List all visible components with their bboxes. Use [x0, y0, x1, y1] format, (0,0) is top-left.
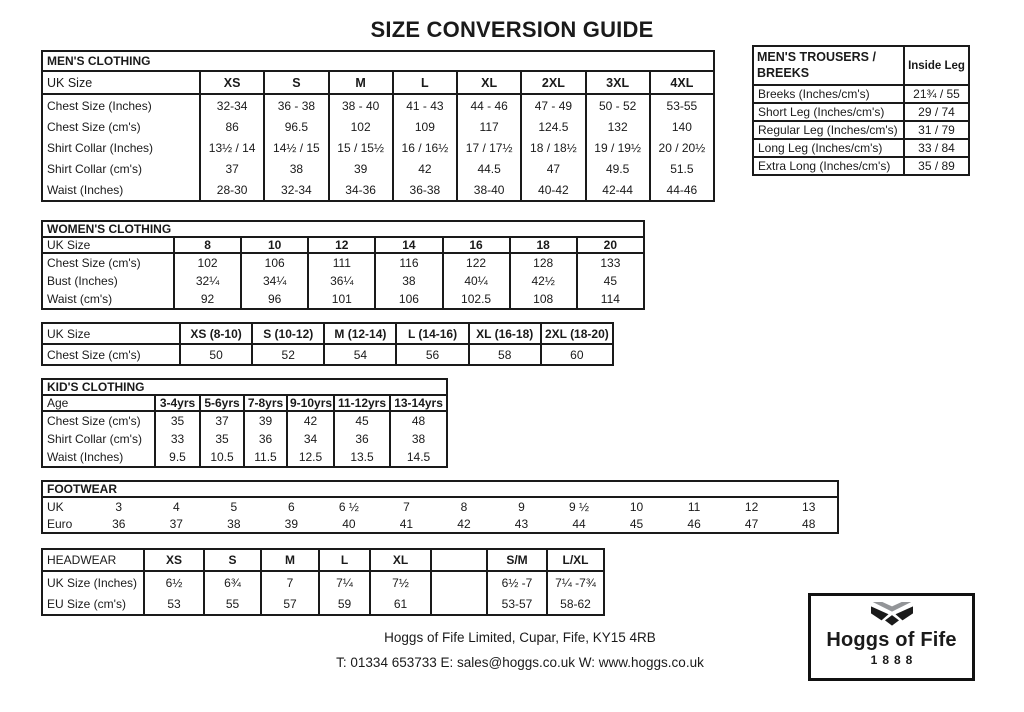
cell: 124.5	[521, 116, 585, 137]
cell: 117	[457, 116, 521, 137]
cell: 41 - 43	[393, 94, 457, 116]
cell: 2XL (18-20)	[541, 323, 613, 344]
cell: 122	[443, 253, 510, 272]
cell: 9 ½	[569, 499, 590, 514]
cell: 17 / 17½	[457, 137, 521, 158]
row-label: UK Size (Inches)	[47, 575, 138, 590]
cell: 14½ / 15	[264, 137, 328, 158]
cell: 56	[396, 344, 468, 365]
cell: 102	[174, 253, 241, 272]
cell: 116	[375, 253, 442, 272]
cell: 9-10yrs	[287, 395, 334, 411]
table-header-row	[42, 323, 613, 344]
cell: 32-34	[264, 179, 328, 201]
row-label: HEADWEAR	[42, 549, 144, 571]
table-title-row	[42, 221, 644, 237]
row-label: Chest Size (cm's)	[47, 347, 141, 362]
cell: 8	[174, 237, 241, 253]
cell: 13½ / 14	[200, 137, 264, 158]
cell: 9	[518, 499, 525, 514]
row-label: UK Size	[42, 237, 174, 253]
cell: XL	[370, 549, 431, 571]
cell: 7¼	[319, 571, 370, 593]
row-label: Breeks (Inches/cm's)	[753, 85, 904, 103]
cell: 7¼ -7¾	[547, 571, 604, 593]
cell: 28-30	[200, 179, 264, 201]
cell: XS (8-10)	[180, 323, 252, 344]
table-title: KID'S CLOTHING	[42, 379, 447, 395]
womens-letter-sizes-table	[41, 322, 614, 366]
table-row	[42, 515, 838, 533]
cell: 3	[115, 499, 123, 514]
cell: 2XL	[521, 71, 585, 94]
row-label: EU Size (cm's)	[47, 596, 126, 611]
cell: 8	[460, 499, 468, 514]
row-label: Age	[42, 395, 155, 411]
cell: 92	[174, 290, 241, 309]
cell: 9.5	[155, 448, 200, 467]
table-row	[42, 272, 644, 290]
cell: 19 / 19½	[586, 137, 650, 158]
cell: 37	[200, 158, 264, 179]
cell: 132	[586, 116, 650, 137]
cell: 32¼	[174, 272, 241, 290]
row-label: Euro	[47, 516, 73, 531]
table-row	[42, 448, 447, 467]
cell: 42-44	[586, 179, 650, 201]
footer	[140, 630, 900, 670]
cell: 7½	[370, 571, 431, 593]
table-row	[753, 157, 969, 175]
cell: 58-62	[547, 593, 604, 615]
cell: 42	[457, 516, 471, 531]
cell: 6	[288, 499, 295, 514]
table-row	[753, 103, 969, 121]
cell: 40	[342, 516, 356, 531]
cell: 36	[334, 430, 390, 448]
cell	[431, 593, 487, 615]
row-label: Shirt Collar (cm's)	[47, 432, 142, 446]
page-title: SIZE CONVERSION GUIDE	[370, 17, 654, 42]
cell: M (12-14)	[324, 323, 396, 344]
cell: 6 ½	[338, 499, 359, 514]
cell: 18	[510, 237, 577, 253]
cell: 6½	[144, 571, 204, 593]
cell: 3XL	[586, 71, 650, 94]
row-label: UK Size	[42, 323, 180, 344]
cell: 39	[284, 516, 299, 531]
table-row	[42, 158, 714, 179]
cell: 11	[687, 499, 701, 514]
cell: 45	[577, 272, 644, 290]
cell: 102	[329, 116, 393, 137]
column-header-inside-leg: Inside Leg	[904, 46, 969, 85]
table-header-row	[42, 237, 644, 253]
mens-trousers-table	[752, 45, 970, 176]
footwear-table	[41, 480, 839, 534]
table-row	[753, 121, 969, 139]
cell: 36	[244, 430, 287, 448]
cell: 44.5	[457, 158, 521, 179]
cell: 13-14yrs	[390, 395, 447, 411]
hoggs-emblem-icon	[863, 602, 921, 630]
cell: 59	[319, 593, 370, 615]
cell: 32-34	[200, 94, 264, 116]
cell: 4XL	[650, 71, 714, 94]
cell: 40¼	[443, 272, 510, 290]
cell: 53	[144, 593, 204, 615]
cell: 34-36	[329, 179, 393, 201]
table-title-row	[42, 481, 838, 497]
footer-address: Hoggs of Fife Limited, Cupar, Fife, KY15 4RB	[384, 630, 656, 645]
cell: M	[329, 71, 393, 94]
cell: 109	[393, 116, 457, 137]
cell: 11.5	[244, 448, 287, 467]
cell: 33	[155, 430, 200, 448]
cell: 16	[443, 237, 510, 253]
cell: 47	[744, 516, 759, 531]
row-label: UK	[47, 499, 64, 514]
cell: 7	[261, 571, 319, 593]
cell: S	[204, 549, 261, 571]
cell: 61	[370, 593, 431, 615]
cell: 13.5	[334, 448, 390, 467]
cell: 53-57	[487, 593, 547, 615]
cell: 36¼	[308, 272, 375, 290]
table-row	[42, 290, 644, 309]
cell: 45	[629, 516, 644, 531]
cell: 51.5	[650, 158, 714, 179]
cell: 48	[390, 411, 447, 430]
cell: 12	[744, 499, 759, 514]
cell: 38	[375, 272, 442, 290]
row-label: Chest Size (cm's)	[47, 256, 141, 270]
cell: L/XL	[547, 549, 604, 571]
cell: 34¼	[241, 272, 308, 290]
cell: 37	[169, 516, 183, 531]
cell: 36 - 38	[264, 94, 328, 116]
table-title-row	[42, 51, 714, 71]
row-label: Chest Size (Inches)	[47, 98, 152, 113]
cell: 140	[650, 116, 714, 137]
cell: 10.5	[200, 448, 244, 467]
row-label: Short Leg (Inches/cm's)	[753, 103, 904, 121]
cell: 7-8yrs	[244, 395, 287, 411]
cell: 31 / 79	[904, 121, 969, 139]
cell: 44-46	[650, 179, 714, 201]
table-title: MEN'S TROUSERS / BREEKS	[753, 46, 904, 85]
cell: 35	[155, 411, 200, 430]
logo-year: 1888	[870, 653, 918, 667]
cell: 106	[241, 253, 308, 272]
cell: 133	[577, 253, 644, 272]
table-row	[42, 344, 613, 365]
cell: S	[264, 71, 328, 94]
row-label: Extra Long (Inches/cm's)	[753, 157, 904, 175]
table-header-row	[753, 46, 969, 85]
cell: 44	[572, 516, 586, 531]
cell: 58	[469, 344, 541, 365]
table-header-row	[42, 549, 604, 571]
cell: 52	[252, 344, 324, 365]
cell: 101	[308, 290, 375, 309]
cell: 33 / 84	[904, 139, 969, 157]
cell: 36-38	[393, 179, 457, 201]
cell: L	[393, 71, 457, 94]
cell: 12.5	[287, 448, 334, 467]
cell: 47 - 49	[521, 94, 585, 116]
table-row	[753, 139, 969, 157]
table-row	[42, 497, 838, 515]
cell: 39	[329, 158, 393, 179]
cell: 5-6yrs	[200, 395, 244, 411]
table-title: WOMEN'S CLOTHING	[42, 221, 644, 237]
table-title: FOOTWEAR	[42, 481, 838, 497]
cell: 38 - 40	[329, 94, 393, 116]
cell: 39	[244, 411, 287, 430]
cell: 3-4yrs	[155, 395, 200, 411]
cell: 48	[802, 516, 816, 531]
table-row	[42, 94, 714, 116]
cell: 15 / 15½	[329, 137, 393, 158]
cell: 37	[200, 411, 244, 430]
row-label: Chest Size (cm's)	[47, 414, 141, 428]
cell: 49.5	[586, 158, 650, 179]
cell: 128	[510, 253, 577, 272]
cell: 29 / 74	[904, 103, 969, 121]
cell: 38	[227, 516, 241, 531]
cell: 5	[230, 499, 238, 514]
cell: 20 / 20½	[650, 137, 714, 158]
cell: S/M	[487, 549, 547, 571]
table-row	[42, 137, 714, 158]
table-row	[42, 430, 447, 448]
row-label: Waist (Inches)	[47, 450, 124, 464]
table-title-row	[42, 379, 447, 395]
cell: 42	[393, 158, 457, 179]
cell: 38	[390, 430, 447, 448]
row-label: Waist (cm's)	[47, 292, 113, 306]
cell: 11-12yrs	[334, 395, 390, 411]
table-row	[42, 571, 604, 593]
cell: L (14-16)	[396, 323, 468, 344]
cell: 18 / 18½	[521, 137, 585, 158]
cell: 42½	[510, 272, 577, 290]
cell: 46	[687, 516, 701, 531]
table-row	[42, 411, 447, 430]
cell: 34	[287, 430, 334, 448]
cell: 35 / 89	[904, 157, 969, 175]
cell: 36	[112, 516, 126, 531]
cell: 102.5	[443, 290, 510, 309]
row-label: Shirt Collar (cm's)	[47, 161, 142, 176]
cell: 13	[802, 499, 816, 514]
row-label: UK Size	[42, 71, 200, 94]
row-label: Shirt Collar (Inches)	[47, 140, 154, 155]
table-row	[42, 253, 644, 272]
cell: 14.5	[390, 448, 447, 467]
cell: 96.5	[264, 116, 328, 137]
footer-contact: T: 01334 653733 E: sales@hoggs.co.uk W: www.hoggs.co.uk	[336, 655, 704, 670]
cell: 10	[629, 499, 644, 514]
cell: 14	[375, 237, 442, 253]
cell: S (10-12)	[252, 323, 324, 344]
logo-name: Hoggs of Fife	[826, 629, 957, 651]
cell: 111	[308, 253, 375, 272]
cell: XS	[144, 549, 204, 571]
cell: 38-40	[457, 179, 521, 201]
cell: 54	[324, 344, 396, 365]
cell: 55	[204, 593, 261, 615]
table-row	[42, 179, 714, 201]
cell: 45	[334, 411, 390, 430]
cell: 106	[375, 290, 442, 309]
table-header-row	[42, 395, 447, 411]
cell: 12	[308, 237, 375, 253]
cell: 44 - 46	[457, 94, 521, 116]
cell: 42	[287, 411, 334, 430]
cell: 50 - 52	[586, 94, 650, 116]
row-label: Regular Leg (Inches/cm's)	[753, 121, 904, 139]
cell: 6¾	[204, 571, 261, 593]
cell: 96	[241, 290, 308, 309]
cell: XS	[200, 71, 264, 94]
cell: 7	[403, 499, 410, 514]
cell: 108	[510, 290, 577, 309]
cell: 86	[200, 116, 264, 137]
row-label: Bust (Inches)	[47, 274, 118, 288]
mens-clothing-table	[41, 50, 715, 202]
cell: 47	[521, 158, 585, 179]
kids-clothing-table	[41, 378, 448, 468]
table-title: MEN'S CLOTHING	[42, 51, 714, 71]
cell: 38	[264, 158, 328, 179]
cell: 60	[541, 344, 613, 365]
cell: 10	[241, 237, 308, 253]
table-row	[42, 116, 714, 137]
cell: 114	[577, 290, 644, 309]
cell: 4	[172, 499, 180, 514]
row-label: Waist (Inches)	[47, 182, 124, 197]
cell: 57	[261, 593, 319, 615]
cell: 35	[200, 430, 244, 448]
table-row	[42, 593, 604, 615]
cell: 41	[399, 516, 414, 531]
cell: L	[319, 549, 370, 571]
cell: M	[261, 549, 319, 571]
row-label: Long Leg (Inches/cm's)	[753, 139, 904, 157]
cell: XL (16-18)	[469, 323, 541, 344]
table-header-row	[42, 71, 714, 94]
table-row	[753, 85, 969, 103]
cell: 6½ -7	[487, 571, 547, 593]
cell: 40-42	[521, 179, 585, 201]
cell	[431, 549, 487, 571]
cell	[431, 571, 487, 593]
cell: 53-55	[650, 94, 714, 116]
womens-clothing-table	[41, 220, 645, 310]
cell: 20	[577, 237, 644, 253]
cell: XL	[457, 71, 521, 94]
cell: 21¾ / 55	[904, 85, 969, 103]
cell: 16 / 16½	[393, 137, 457, 158]
headwear-table	[41, 548, 605, 616]
cell: 50	[180, 344, 252, 365]
row-label: Chest Size (cm's)	[47, 119, 141, 134]
cell: 43	[514, 516, 529, 531]
